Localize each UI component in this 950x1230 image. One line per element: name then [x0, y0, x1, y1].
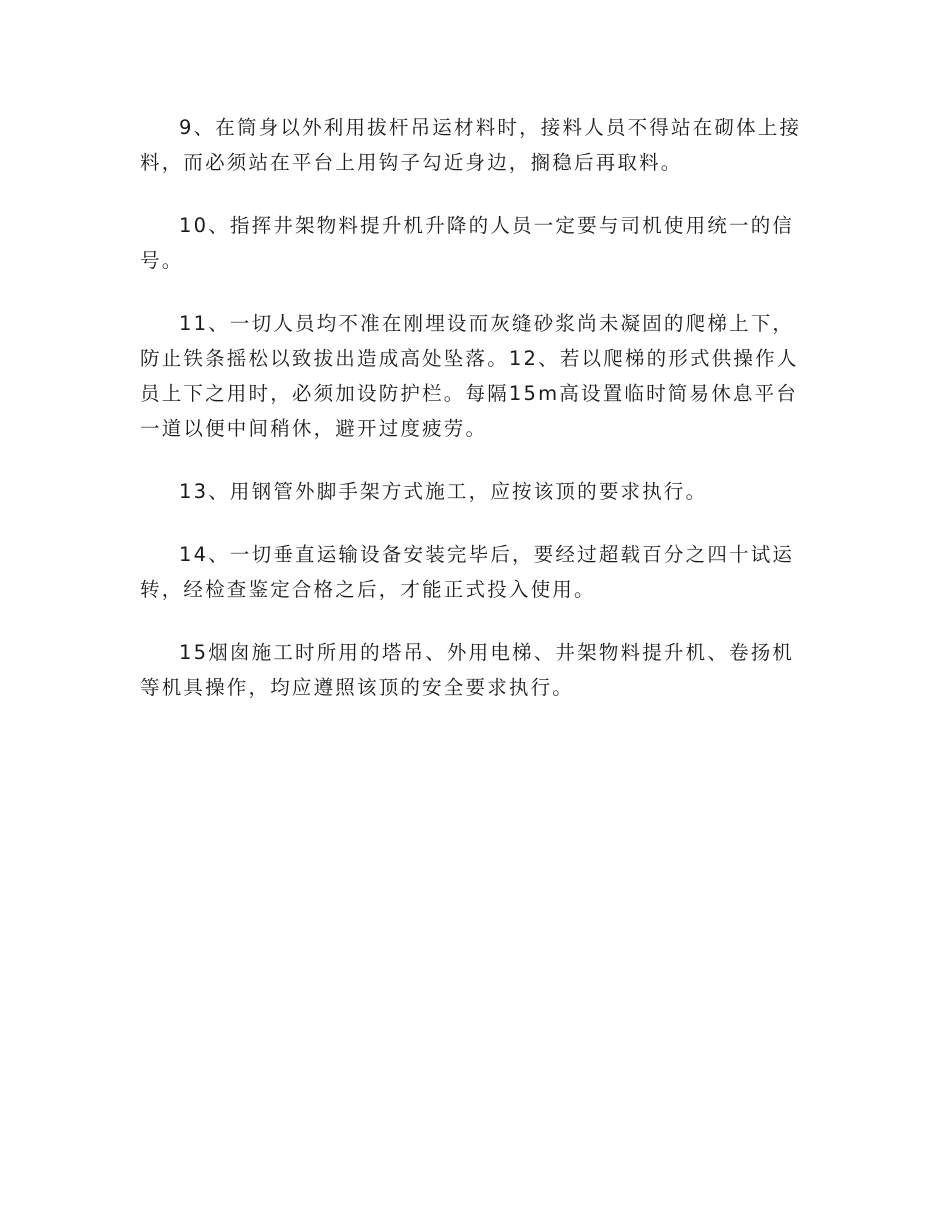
paragraph-14: 14、一切垂直运输设备安装完毕后，要经过超载百分之四十试运转，经检查鉴定合格之后，才能正式投入使用。: [140, 543, 795, 601]
paragraph-9: 9、在筒身以外利用拔杆吊运材料时，接料人员不得站在砌体上接料，而必须站在平台上用钩子勾近身边，搁稳后再取料。: [140, 116, 802, 174]
paragraph-11-12: 11、一切人员均不准在刚埋设而灰缝砂浆尚未凝固的爬梯上下，防止铁条摇松以致拔出造成高处坠落。12、若以爬梯的形式供操作人员上下之用时，必须加设防护栏。每隔15m高设置临时简易休息平台一道以便中间稍休，避开过度疲劳。: [140, 312, 799, 440]
paragraph-10: 10、指挥井架物料提升机升降的人员一定要与司机使用统一的信号。: [140, 214, 795, 272]
paragraph-13: 13、用钢管外脚手架方式施工，应按该顶的要求执行。: [179, 480, 708, 503]
document-page: [140, 110, 805, 733]
paragraph-15: 15烟囱施工时所用的塔吊、外用电梯、井架物料提升机、卷扬机等机具操作，均应遵照该顶的安全要求执行。: [140, 641, 795, 699]
